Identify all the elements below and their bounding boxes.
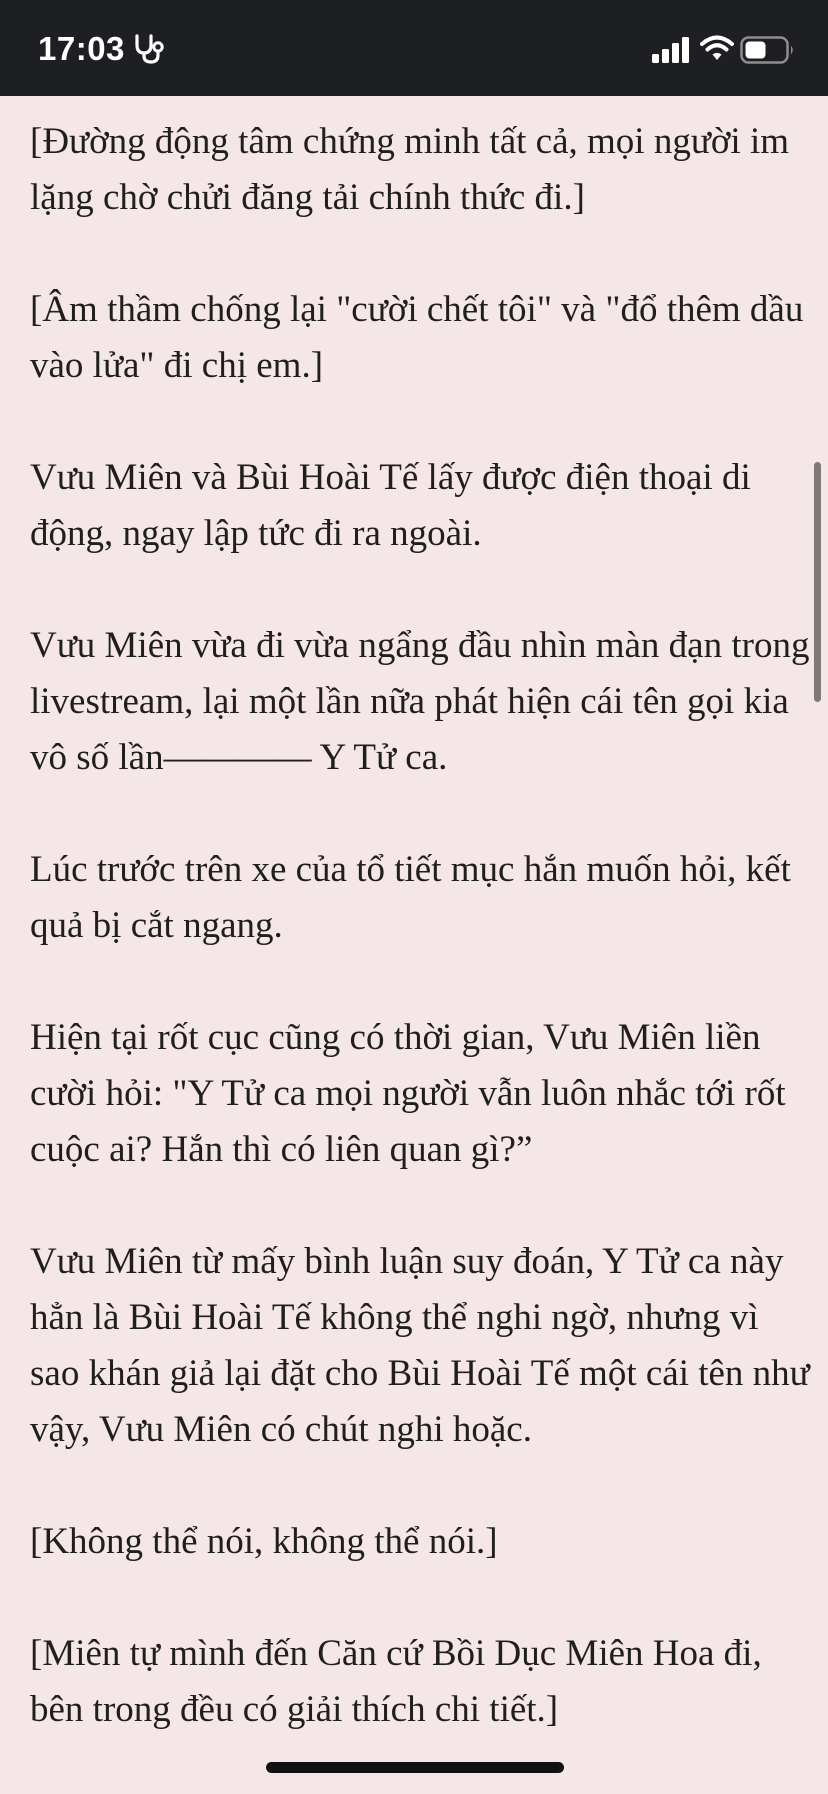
status-bar bbox=[0, 0, 828, 96]
paragraph: Vưu Miên và Bùi Hoài Tế lấy được điện thoại di động, ngay lập tức đi ra ngoài. bbox=[30, 457, 751, 554]
wifi-icon bbox=[700, 34, 734, 62]
paragraph: Hiện tại rốt cục cũng có thời gian, Vưu Miên liền cười hỏi: "Y Tử ca mọi người vẫn luôn nhắc tới rốt cuộc ai? Hắn thì có liên quan gì?” bbox=[30, 1017, 786, 1170]
stethoscope-icon bbox=[131, 33, 167, 65]
paragraph: [Đường động tâm chứng minh tất cả, mọi người im lặng chờ chửi đăng tải chính thức đi.] bbox=[30, 121, 790, 218]
paragraph: [Miên tự mình đến Căn cứ Bồi Dục Miên Hoa đi, bên trong đều có giải thích chi tiết.] bbox=[30, 1633, 762, 1730]
paragraph: Vưu Miên từ mấy bình luận suy đoán, Y Tử ca này hẳn là Bùi Hoài Tế không thể nghi ngờ, nhưng vì sao khán giả lại đặt cho Bùi Hoài Tế một cái tên như vậy, Vưu Miên có chút nghi hoặc. bbox=[30, 1241, 810, 1450]
battery-icon bbox=[740, 36, 796, 64]
paragraph: Vưu Miên vừa đi vừa ngẩng đầu nhìn màn đạn trong livestream, lại một lần nữa phát hiện cái tên gọi kia vô số lần———— Y Tử ca. bbox=[30, 625, 810, 778]
cellular-signal-icon bbox=[652, 37, 692, 63]
paragraph: [Không thể nói, không thể nói.] bbox=[30, 1521, 498, 1562]
paragraph: Lúc trước trên xe của tổ tiết mục hắn muốn hỏi, kết quả bị cắt ngang. bbox=[30, 849, 791, 946]
scroll-indicator[interactable] bbox=[814, 462, 821, 702]
status-time: 17:03 bbox=[38, 30, 125, 67]
reader-content bbox=[30, 96, 810, 1794]
paragraph: [Âm thầm chống lại "cười chết tôi" và "đổ thêm dầu vào lửa" đi chị em.] bbox=[30, 289, 804, 386]
home-indicator[interactable] bbox=[266, 1762, 564, 1773]
